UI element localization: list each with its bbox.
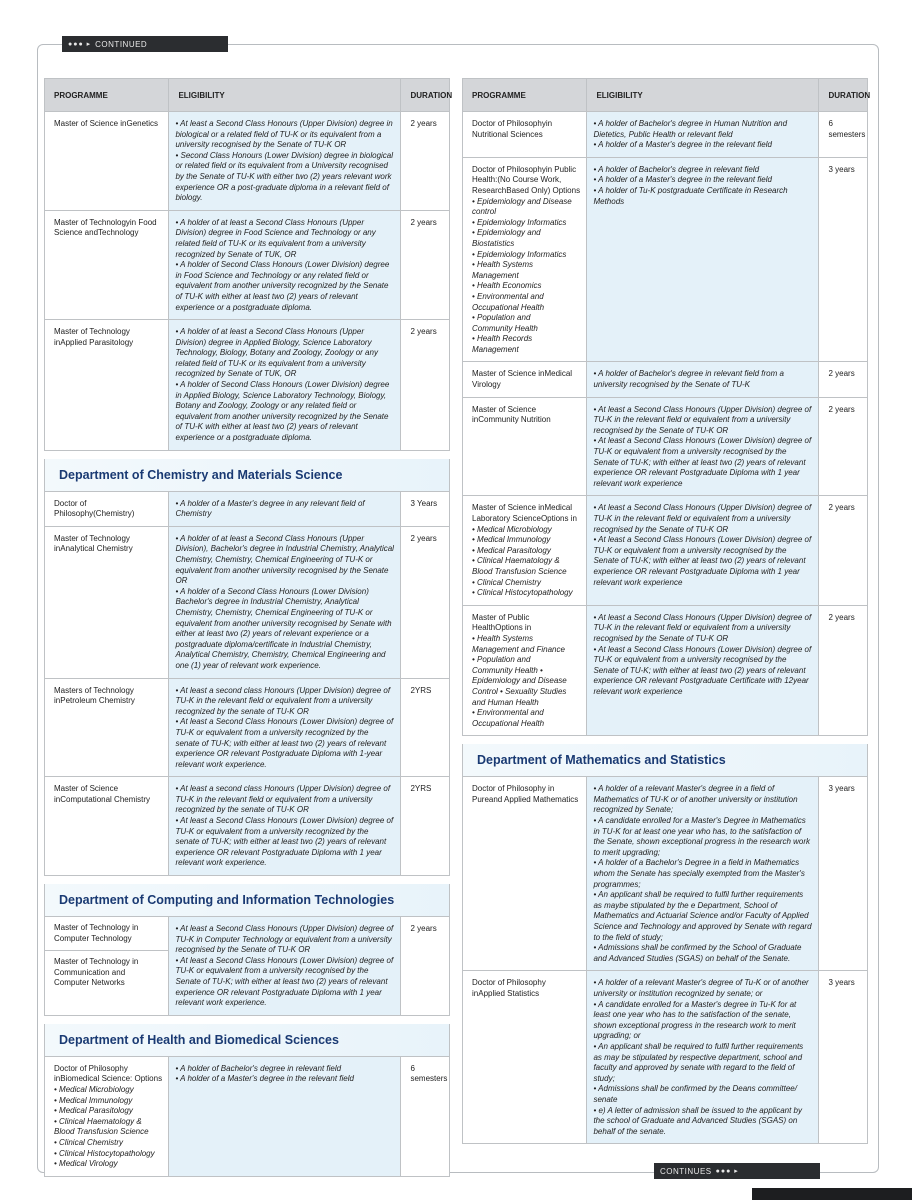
eligibility-cell [169,320,401,451]
eligibility-item: • At least a Second Class Honours (Upper Division) degree in biological or a related field of TU-K or its equivalent from a university recognised by the Senate of TU-K OR [175,119,393,150]
eligibility-cell [169,112,401,211]
programme-line: in Public Health: [472,164,577,185]
programme-line: Master of Technology in [54,327,130,347]
table-header [45,79,450,112]
programme-option: • Environmental and [472,708,544,718]
eligibility-item: • A holder of Tu-K postgraduate Certificate in Research Methods [593,185,788,206]
eligibility-item: • A holder of Bachelor's degree in relevant field from a university recognised by the Senate of TU-K [593,369,784,390]
table-row [463,496,868,605]
programme-line: in Communication and [54,957,139,977]
eligibility-item: • A holder of at least a Second Class Honours (Upper Division) degree in Applied Biology, Science Laboratory Technology, Biology, Botany and Zoology, Zoology or any related field of TU-K or its equivalent from a university recognized by Senate of TUK, OR [175,327,378,379]
programme-option: • Epidemiology Informatics [472,217,567,227]
duration-cell: 3 years [819,777,868,971]
duration-cell: 6 semesters [819,112,868,158]
duration-cell: 2 years [819,362,868,397]
eligibility-item: • A candidate enrolled for a Master's degree in Tu-K for at least one year who has to the satisfaction of the senate, shown exceptional progress in the research work to merit upgrading; or [593,999,797,1041]
programme-option: • Medical Microbiology [54,1084,134,1094]
eligibility-item: • A holder of a Master's degree in any relevant field of Chemistry [175,498,365,519]
programme-option: • Population and [472,313,531,323]
eligibility-item: • A holder of Second Class Honours (Lower Division) degree in Applied Biology, Science Laboratory Technology, Biology, Botany and Zoology, Zoology or any related field or equivalent from another university recognized by the Senate of TU-K with either at least two (2) years of relevant experience or a postgraduate diploma. [175,380,390,443]
table-row [45,526,450,678]
corner-bar [752,1188,912,1200]
programme-line: Master of Technology in [54,533,130,554]
duration-cell: 2YRS [401,678,450,777]
programme-cell [463,971,587,1144]
eligibility-item: • At least a Second Class Honours (Lower Division) degree of TU-K or equivalent from a university recognised by the Senate of TU-K; with either at least two (2) years of relevant experience OR relevant Postgraduate Diploma with 1 year relevant work experience [593,535,812,587]
programme-cell [463,777,587,971]
eligibility-item: • A holder of a relevant Master's degree of Tu-K or of another university or institution recognized by senate; or [593,978,809,998]
duration-cell: 2 years [819,496,868,605]
table-left-b [44,491,450,876]
programme-cell [45,1056,169,1176]
programme-option: Management [472,344,519,354]
eligibility-item: • At least a Second Class Honours (Upper Division) degree of TU-K in the relevant field or equivalent from a university recognised by the Senate of TU-K OR [593,404,812,435]
programme-option: Community Health [472,323,538,333]
programme-computer-technology [45,917,168,951]
rows-right-a [463,112,868,736]
duration-cell: 2 years [401,526,450,678]
eligibility-cell [169,526,401,678]
eligibility-item: • At least a Second Class Honours (Lower Division) degree of TU-K or equivalent from a university recognised by the Senate of TU-K; with either at least two (2) years of relevant experience OR relevant Postgraduate Certificate with 12year relevant work experience [593,644,812,696]
programme-option: Epidemiology and Disease [472,676,567,686]
rows-left-b [45,491,450,875]
programme-option: • Health Records [472,334,533,344]
eligibility-cell [169,678,401,777]
table-row [45,1056,450,1176]
programme-line: (Chemistry) [93,509,135,519]
programme-line: Computer Technology [54,933,132,943]
programme-option: • Clinical Histocytopathology [472,588,573,598]
eligibility-item: • A holder of a relevant Master's degree in a field of Mathematics of TU-K or of another university or institution recognized by Senate; [593,784,798,815]
table-row [45,491,450,526]
programme-line: Technology [98,228,139,238]
eligibility-item: • A holder of a Master's degree in the relevant field [593,140,772,150]
dept-chemistry-heading: Department of Chemistry and Materials Science [44,459,450,491]
table-row [463,605,868,736]
table-row [463,397,868,496]
eligibility-item: • At least a Second Class Honours (Lower Division) degree of TU-K or equivalent from a university recognized by the senate of TU-K; with either at least two (2) years of relevant experience OR relevant Postgraduate Diploma with 1 year relevant work experience. [175,816,394,868]
programme-line: Doctor of Philosophy in Pure [472,784,555,804]
programme-line: Genetics [126,119,159,128]
table-row [463,362,868,397]
eligibility-item: • A holder of Bachelor's degree in relevant field [593,164,760,174]
programme-option: Occupational Health [472,718,545,728]
programme-line: Community Nutrition [478,415,551,425]
programme-option: Management [472,270,519,280]
eligibility-item: • e) A letter of admission shall be issued to the applicant by the school of Graduate and Advanced Studies (SGAS) on behalf of the senate. [593,1105,802,1136]
table-right-b [462,776,868,1144]
eligibility-item: • A holder of Bachelor's degree in Human Nutrition and Dietetics, Public Health or relevant field [593,119,788,139]
eligibility-cell [169,1056,401,1176]
programme-cell [463,496,587,605]
eligibility-item: • At least a Second Class Honours (Lower Division) degree of TU-K or equivalent from a university recognised by the Senate of TU-K; with either at least two (2) years of relevant experience OR relevant Postgraduate Diploma with 1 year relevant work experience. [175,955,394,1008]
programme-option: Control • Sexuality Studies [472,686,567,696]
continues-label: CONTINUES [660,1166,712,1176]
eligibility-cell [587,496,819,605]
programme-cell [45,320,169,451]
header-programme: PROGRAMME [463,79,587,112]
header-programme: PROGRAMME [45,79,169,112]
duration-cell: 2 years [401,917,450,1016]
programme-option: • Clinical Chemistry [472,577,542,587]
right-column [462,78,871,1144]
eligibility-item: • An applicant shall be required to fulfil further requirements as maybe stipulated by the e Department, School of Mathematics and Actuarial Science and/or Faculty of Applied Science and Technology and approved by Senate with regard to the field of study; [593,890,812,942]
continued-tab [62,36,228,52]
eligibility-item: • A holder of a Second Class Honours (Lower Division) Bachelor's degree in Industrial Chemistry, Analytical Chemistry, Chemistry, Chemical Engineering of TU-K or equivalent from another university recognised by Senate with either at least two (2) years of relevant experience or a postgraduate diploma/certificate in Industrial Chemistry, Analytical Chemistry, Chemistry, Chemical Engineering and one (1) year of relevant work experience. [175,586,392,670]
programme-option: • Health Systems [472,633,534,643]
programme-line: Computational Chemistry [60,794,151,804]
table-row [463,971,868,1144]
programme-line: Master of Science in [54,784,119,804]
eligibility-cell [587,605,819,736]
programme-option: • Clinical Histocytopathology [54,1148,155,1158]
programme-line: Doctor of Philosophy [472,119,546,128]
programme-line: Doctor of Philosophy [54,498,94,519]
eligibility-cell [587,777,819,971]
table-row [45,112,450,211]
eligibility-item: • At least a Second Class Honours (Lower Division) degree of TU-K or equivalent from a university recognised by the Senate of TU-K; with either at least two (2) years of relevant experience OR relevant Postgraduate Diploma with 1 year relevant work experience [593,436,812,488]
programme-line: Options in [540,514,577,523]
programme-option: • Epidemiology Informatics [472,249,567,259]
programme-line: and Applied Mathematics [488,794,579,804]
table-row [45,320,450,451]
table-row [45,917,450,1016]
programme-line: Options in [495,623,532,633]
programme-option: Management and Finance [472,644,565,654]
programme-line: Medical Virology [472,369,573,390]
duration-cell: 2 years [401,210,450,319]
programme-option: • Clinical Chemistry [54,1137,124,1147]
programme-cell [463,157,587,362]
table-row [463,112,868,158]
programme-option: • Epidemiology and Disease [472,196,572,206]
programme-line: (No Course Work, Research [472,175,562,195]
table-row [45,777,450,876]
eligibility-cell [169,210,401,319]
programme-line: Medical Laboratory Science [472,503,573,523]
programme-line: Computer Networks [54,978,125,988]
dept-math-heading: Department of Mathematics and Statistics [462,744,868,776]
programme-line: Biomedical Science: Options [60,1074,163,1084]
eligibility-item: • Second Class Honours (Lower Division) degree in biological or related field or its equivalent from a University recognised by the Senate of TU-K with either two (2) years relevant work experience OR a post-graduate diploma in a relevant field of biology. [175,150,394,203]
programme-line: Doctor of Philosophy in [472,978,546,998]
eligibility-item: • A holder of a Master's degree in the relevant field [593,175,772,185]
programme-option: • Environmental and [472,291,544,301]
programme-option: Blood Transfusion Science [54,1127,149,1137]
eligibility-item: • A holder of Second Class Honours (Lower Division) degree in Food Science and Technology or any related field or equivalent from another university recognized by the Senate of TU-K with either at least two (2) years of relevant experience or a postgraduate diploma. [175,260,390,312]
programme-line: Analytical Chemistry [60,544,133,554]
eligibility-cell [587,112,819,158]
dept-health-heading: Department of Health and Biomedical Sciences [44,1024,450,1056]
programme-option: • Medical Microbiology [472,524,552,534]
header-duration: DURATION [819,79,868,112]
programme-option: • Epidemiology and [472,228,541,238]
eligibility-cell [169,491,401,526]
programme-option: • Medical Virology [54,1159,118,1169]
programme-line: Applied Statistics [478,988,540,998]
programme-option: and Human Health [472,697,539,707]
programme-option: • Clinical Haematology & [472,556,560,566]
duration-cell: 2 years [401,112,450,211]
eligibility-item: • At least a second class Honours (Upper Division) degree of TU-K in the relevant field or equivalent from a university recognized by the senate of TU-K OR [175,784,391,815]
table-row [45,210,450,319]
programme-cell [45,112,169,211]
eligibility-item: • Admissions shall be confirmed by the School of Graduate and Advanced Studies (SGAS) on behalf of the Senate. [593,943,802,963]
header-duration: DURATION [401,79,450,112]
programme-line: Master of Technology [54,217,130,227]
programme-communication-networks [45,951,168,995]
duration-cell: 2 years [401,320,450,451]
programme-line: Applied Parasitology [60,337,134,347]
eligibility-item: • A holder of a Bachelor's Degree in a field in Mathematics whom the Senate has specially exempted from the Master's programmes; [593,858,805,889]
programme-option: Community Health • [472,665,543,675]
programme-cell [463,397,587,496]
duration-cell: 2 years [819,397,868,496]
programme-option: Biostatistics [472,238,515,248]
programme-line: Based Only) Options [506,185,581,195]
programme-option: Blood Transfusion Science [472,566,567,576]
programme-line: Master of Science in [472,404,537,425]
programme-line: Master of Science in [472,369,545,379]
duration-cell: 2 years [819,605,868,736]
table-left-a [44,78,453,451]
programme-line: Petroleum Chemistry [60,696,135,706]
dots-arrow-icon: ●●● ▸ [715,1168,739,1175]
programme-option: Occupational Health [472,302,545,312]
table-left-c [44,916,450,1016]
left-column [44,78,453,1177]
eligibility-cell [169,917,401,1016]
programme-cell [45,491,169,526]
eligibility-cell [587,157,819,362]
programme-cell [45,678,169,777]
eligibility-cell [169,777,401,876]
programme-cell [45,526,169,678]
programme-option: • Medical Parasitology [54,1106,133,1116]
programme-line: Doctor of Philosophy in [54,1063,128,1084]
programme-line: Master of Public Health [472,612,530,633]
programme-option: • Population and [472,655,531,665]
programme-option: • Medical Parasitology [472,545,551,555]
eligibility-item: • At least a Second Class Honours (Upper Division) degree of TU-K in Computer Technology or equivalent from a university recognised by the Senate of TU-K OR [175,924,394,955]
continues-tab [654,1163,820,1179]
dept-computing-heading: Department of Computing and Information Technologies [44,884,450,916]
programme-line: Master of Science in [54,119,127,128]
rows-left-d [45,1056,450,1176]
programme-cell [45,210,169,319]
table-row [463,777,868,971]
duration-cell: 6 semesters [401,1056,450,1176]
eligibility-cell [587,362,819,397]
dots-icon: ●●● ▸ [68,41,92,48]
programme-line: in Food Science and [54,217,157,238]
eligibility-cell [587,971,819,1144]
duration-cell: 3 years [819,157,868,362]
eligibility-item: • An applicant shall be required to fulfil further requirements as may be stipulated by respective department, school and faculty and approved by senate with regard to the field of study; [593,1041,804,1083]
programme-option: control [472,207,497,217]
header-eligibility: ELIGIBILITY [169,79,401,112]
rows-left-a [45,112,450,451]
eligibility-item: • Admissions shall be confirmed by the Deans committee/ senate [593,1084,797,1104]
programme-cell [45,777,169,876]
programme-cell [463,605,587,736]
programme-line: Masters of Technology in [54,685,134,706]
duration-cell: 3 Years [401,491,450,526]
eligibility-item: • At least a second class Honours (Upper Division) degree of TU-K in the relevant field or equivalent from a university recognized by the senate of TU-K OR [175,685,391,716]
continued-label: CONTINUED [95,39,148,49]
eligibility-item: • At least a Second Class Honours (Upper Division) degree of TU-K in the relevant field or equivalent from a university recognised by the Senate of TU-K OR [593,612,812,643]
eligibility-item: • A holder of at least a Second Class Honours (Upper Division) degree in Food Science and Technology or any related field of TU-K or its equivalent from a university recognized by Senate of TUK, OR [175,217,376,259]
programme-option: • Clinical Haematology & [54,1116,142,1126]
rows-right-b [463,777,868,1144]
eligibility-item: • At least a Second Class Honours (Upper Division) degree of TU-K in the relevant field or equivalent from a university recognised by the Senate of TU-K OR [593,503,812,534]
table-right-a [462,78,871,736]
duration-cell: 3 years [819,971,868,1144]
programme-option: • Medical Immunology [54,1095,133,1105]
eligibility-cell [587,397,819,496]
programme-line: Master of Technology in [54,923,139,933]
programme-line: Master of Technology [54,957,130,967]
programme-line: Doctor of Philosophy [472,164,546,174]
table-left-d [44,1056,450,1177]
eligibility-item: • A candidate enrolled for a Master's Degree in Mathematics in TU-K for at least one year who has, to the satisfaction of the Senate, shown exceptional progress in the research work to merit upgrading; [593,816,811,857]
table-row [45,678,450,777]
duration-cell: 2YRS [401,777,450,876]
programme-cell [463,362,587,397]
table-header [463,79,868,112]
eligibility-item: • A holder of Bachelor's degree in relevant field [175,1063,342,1073]
programme-line: Master of Science in [472,503,545,513]
table-row [463,157,868,362]
programme-option: • Health Systems [472,260,534,270]
programme-cell [45,917,169,1016]
programme-option: • Health Economics [472,281,542,291]
eligibility-item: • At least a Second Class Honours (Lower Division) degree of TU-K or equivalent from a university recognized by the senate of TU-K; with either at least two (2) years of relevant experience OR relevant Postgraduate Diploma with 1-year relevant work experience. [175,717,394,769]
programme-cell [463,112,587,158]
eligibility-item: • A holder of at least a Second Class Honours (Upper Division), Bachelor's degree in Industrial Chemistry, Analytical Chemistry, Chemistry, Chemical Engineering of TU-K or equivalent from another university recognised by the Senate OR [175,533,394,586]
eligibility-item: • A holder of a Master's degree in the relevant field [175,1074,354,1084]
header-eligibility: ELIGIBILITY [587,79,819,112]
programme-option: • Medical Immunology [472,535,551,545]
programme-line: in Nutritional Sciences [472,119,553,139]
